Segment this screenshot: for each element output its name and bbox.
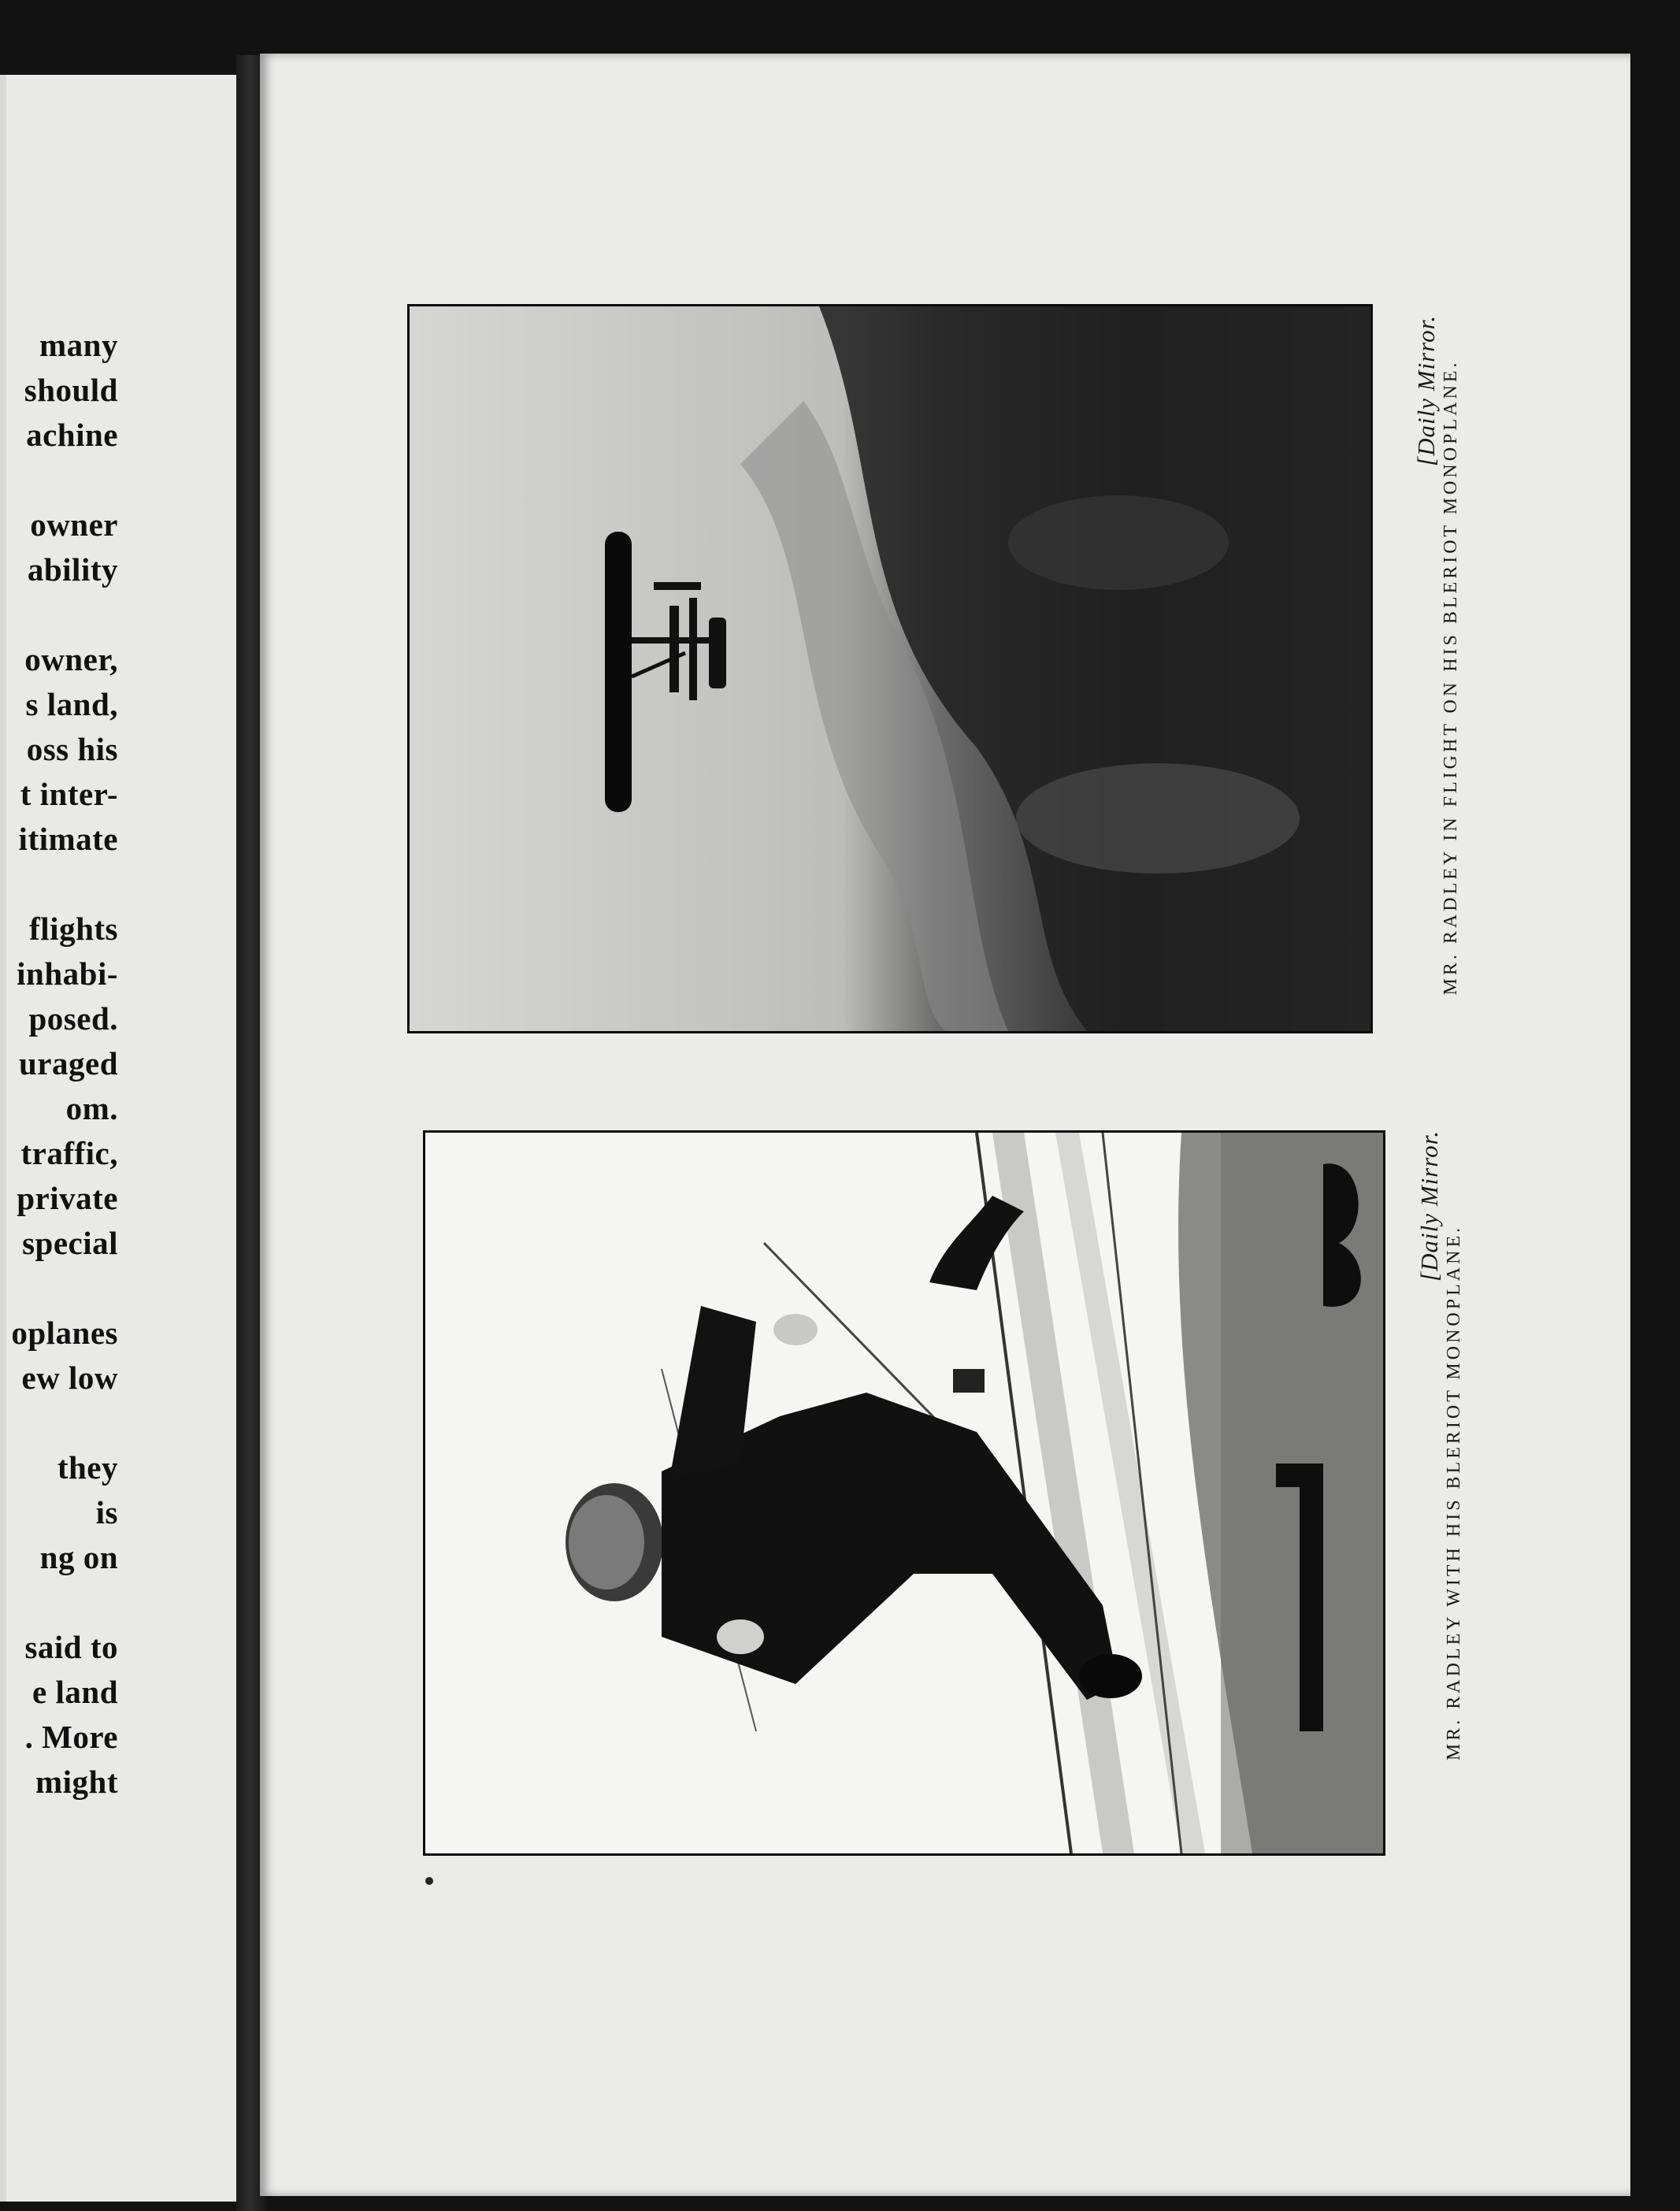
text-fragment: s land, bbox=[25, 686, 118, 722]
photo-credit: [Daily Mirror. bbox=[1415, 1130, 1443, 1282]
text-fragment: private bbox=[17, 1180, 118, 1216]
text-fragment: many bbox=[39, 327, 118, 363]
text-fragment: om. bbox=[65, 1090, 118, 1126]
left-page bbox=[0, 75, 236, 2202]
text-fragment: flights bbox=[29, 911, 118, 947]
print-speck bbox=[425, 1877, 433, 1885]
text-fragment: is bbox=[95, 1494, 118, 1530]
text-fragment: owner bbox=[30, 506, 118, 543]
text-fragment: t inter- bbox=[20, 776, 118, 812]
text-fragment: . More bbox=[24, 1719, 118, 1755]
text-fragment: special bbox=[22, 1225, 118, 1261]
text-fragment: oss his bbox=[26, 731, 118, 767]
text-fragment: ability bbox=[27, 551, 118, 588]
page-edge bbox=[0, 75, 6, 2202]
text-fragment: said to bbox=[24, 1629, 118, 1665]
text-fragment: ew low bbox=[21, 1360, 118, 1396]
caption-figure-2 bbox=[1415, 1130, 1465, 1855]
photo-monoplane-in-flight bbox=[407, 304, 1373, 1033]
text-fragment: achine bbox=[26, 417, 118, 453]
text-fragment: should bbox=[24, 372, 118, 408]
text-fragment: inhabi- bbox=[17, 955, 118, 992]
text-fragment: they bbox=[57, 1449, 118, 1486]
text-fragment: itimate bbox=[18, 821, 118, 857]
photo-caption: MR. RADLEY WITH HIS BLERIOT MONOPLANE. bbox=[1444, 1224, 1464, 1761]
text-fragment: might bbox=[35, 1764, 118, 1800]
caption-figure-1 bbox=[1412, 315, 1462, 1040]
text-fragment: ng on bbox=[39, 1539, 118, 1575]
text-fragment: posed. bbox=[28, 1000, 118, 1037]
text-fragment: oplanes bbox=[11, 1315, 118, 1351]
right-page bbox=[260, 54, 1630, 2196]
text-fragment: e land bbox=[32, 1674, 118, 1710]
photo-man-with-monoplane bbox=[423, 1130, 1385, 1856]
text-fragment: uraged bbox=[19, 1045, 118, 1081]
photo-credit: [Daily Mirror. bbox=[1412, 315, 1440, 466]
text-fragment: owner, bbox=[24, 641, 118, 677]
photo-caption: MR. RADLEY IN FLIGHT ON HIS BLERIOT MONOPLANE. bbox=[1441, 359, 1461, 996]
text-fragment: traffic, bbox=[20, 1135, 118, 1171]
